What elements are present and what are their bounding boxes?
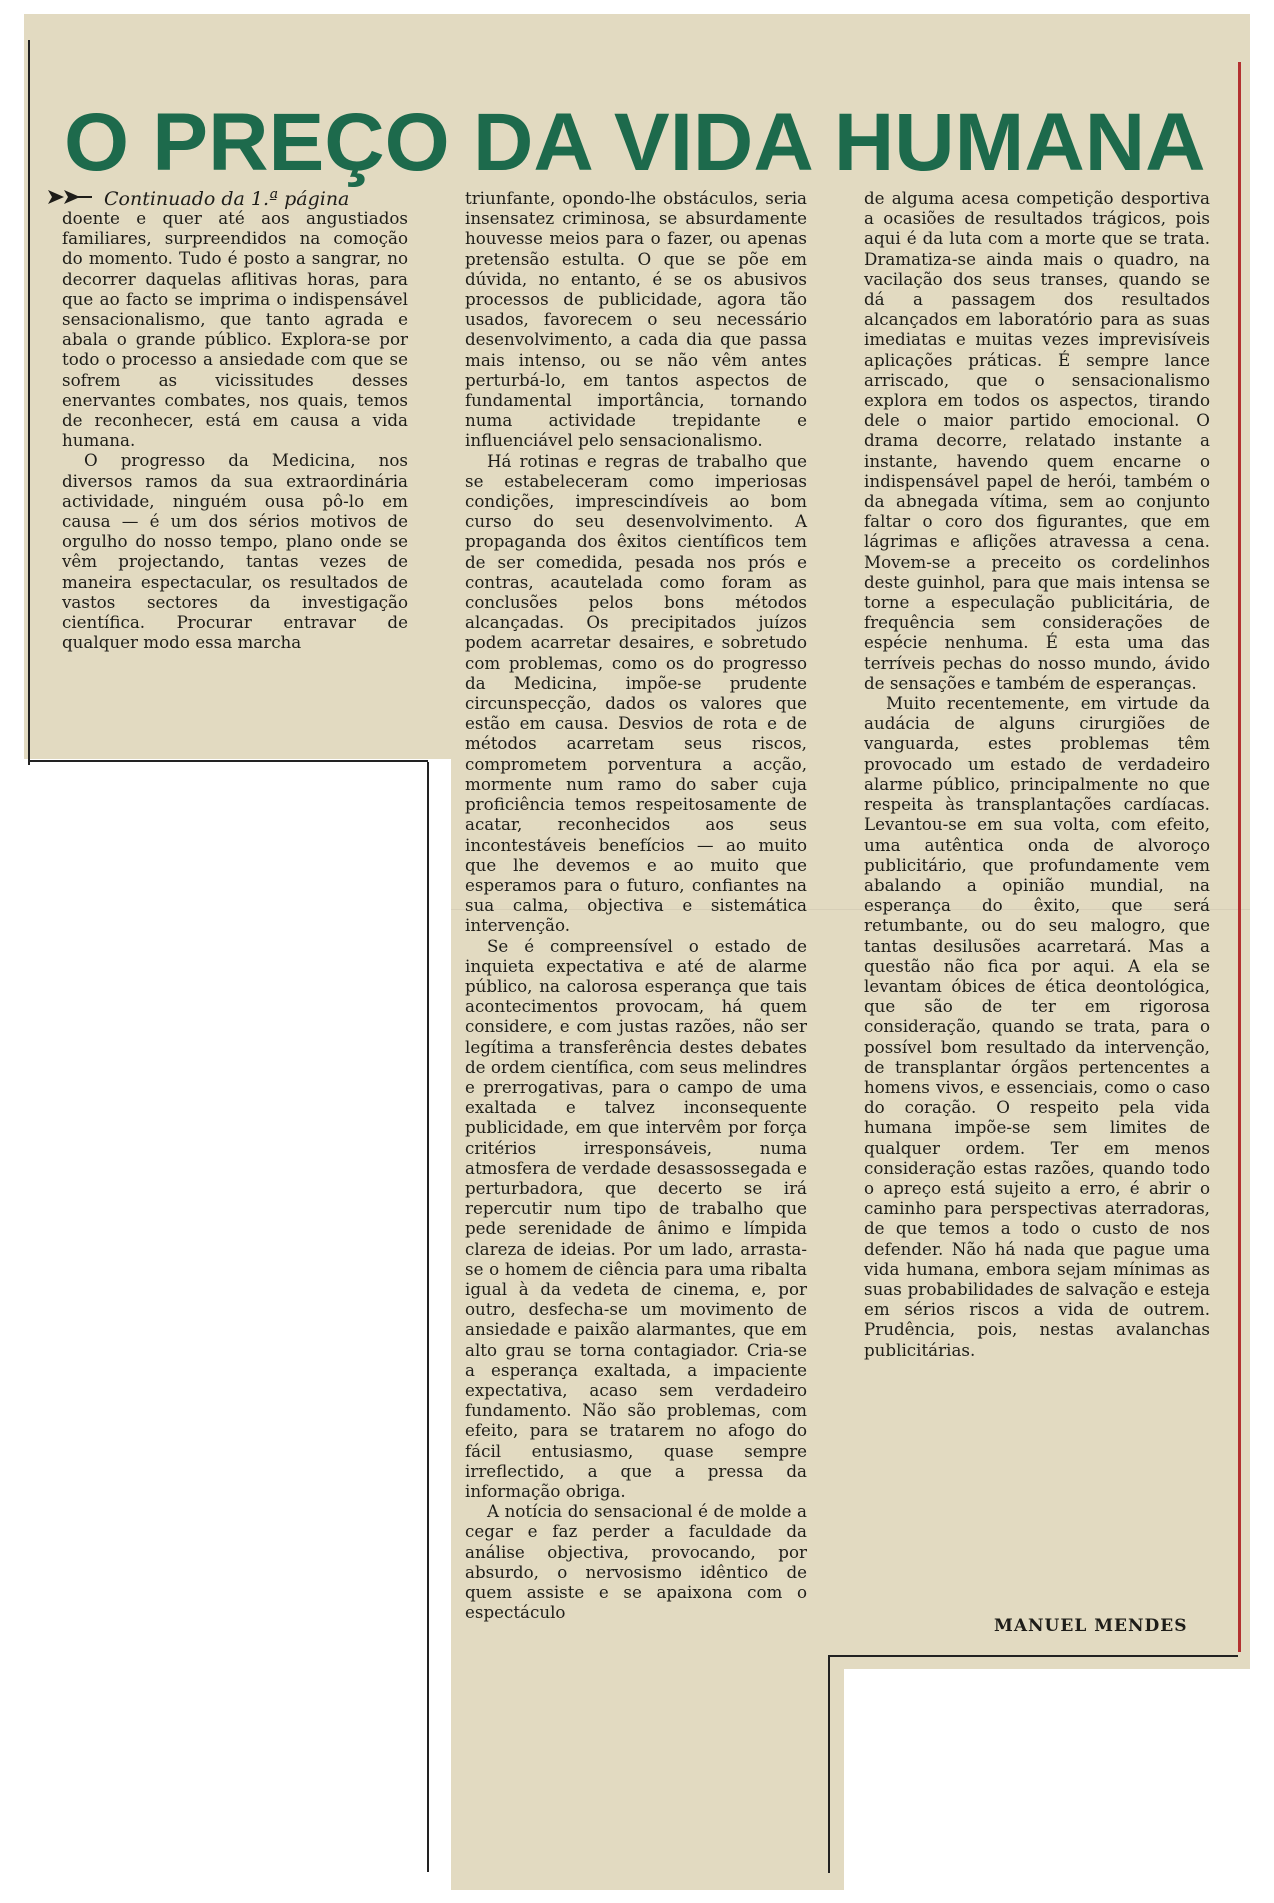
paragraph: Muito recentemente, em virtude da audácia de alguns cirurgiões de vanguarda, estes problemas têm provocado um estado de verdadeiro alarme público, principalmente no que respeita às transplantações cardíacas. Levantou-se em sua volta, com efeito, uma autêntica onda de alvoroço publicitário, que profundamente vem abalando a opinião mundial, na esperança do êxito, que será retumbante, ou do seu malogro, que tantas desilusões acarretará. Mas a questão não fica por aqui. A ela se levantam óbices de ética deontológica, que são de ter em rigorosa consideração, quando se trata, para o possível bom resultado da intervenção, de transplantar órgãos pertencentes a homens vivos, e essenciais, como o caso do coração. O respeito pela vida humana impõe-se sem limites de qualquer ordem. Ter em menos consideração estas razões, quando todo o apreço está sujeito a erro, é abrir o caminho para perspectivas aterradoras, de que temos a todo o custo de nos defender. Não há nada que pague uma vida humana, embora sejam mínimas as suas probabilidades de salvação e esteja em sérios riscos a vida de outrem. Prudência, pois, nestas avalanchas publicitárias. [864,693,1210,1360]
headline: O PREÇO DA VIDA HUMANA [64,96,1206,188]
paragraph: O progresso da Medicina, nos diversos ramos da sua extraordinária actividade, ninguém ousa pô-lo em causa — é um dos sérios motivos de orgulho do nosso tempo, plano onde se vêm projectando, tantas vezes de maneira espectacular, os resultados de vastos sectores da investigação científica. Procurar entravar de qualquer modo essa marcha [62,450,408,653]
column-rule-horizontal [28,760,428,762]
author-byline: MANUEL MENDES [994,1616,1188,1636]
article-column-1 [62,208,408,652]
column-rule-vertical [427,762,429,1872]
paragraph: Há rotinas e regras de trabalho que se estabeleceram como imperiosas condições, imprescindíveis ao bom curso do seu desenvolvimento. A propaganda dos êxitos científicos tem de ser comedida, pesada nos prós e contras, acautelada como foram as conclusões pelos bons métodos alcançadas. Os precipitados juízos podem acarretar desaires, e sobretudo com problemas, como os do progresso da Medicina, impõe-se prudente circunspecção, dados os valores que estão em causa. Desvios de rota e de métodos acarretam seus riscos, comprometem porventura a acção, mormente num ramo do saber cuja proficiência temos respeitosamente de acatar, reconhecidos aos seus incontestáveis benefícios — ao muito que lhe devemos e ao muito que esperamos para o futuro, confiantes na sua calma, objectiva e sistemática intervenção. [465,450,807,936]
paragraph: Se é compreensível o estado de inquieta expectativa e até de alarme público, na calorosa esperança que tais acontecimentos provocam, há quem considere, e com justas razões, não ser legítima a transferência destes debates de ordem científica, com seus melindres e prerrogativas, para o campo de uma exaltada e talvez inconsequente publicidade, em que intervêm por força critérios irresponsáveis, numa atmosfera de verdade desassossegada e perturbadora, que decerto se irá repercutir num tipo de trabalho que pede serenidade de ânimo e límpida clareza de ideias. Por um lado, arrasta-se o homem de ciência para uma ribalta igual à da vedeta de cinema, e, por outro, desfecha-se um movimento de ansiedade e paixão alarmantes, que em alto grau se torna contagiador. Cria-se a esperança exaltada, a impaciente expectativa, acaso sem verdadeiro fundamento. Não são problemas, com efeito, para se tratarem no afogo do fácil entusiasmo, quase sempre irreflectido, a que a pressa da informação obriga. [465,935,807,1501]
left-rule [28,40,30,765]
right-margin-rule [1238,62,1241,1652]
article-column-3 [864,188,1210,1360]
article-column-2 [465,188,807,1622]
paragraph: de alguma acesa competição desportiva a ocasiões de resultados trágicos, pois aqui é da luta com a morte que se trata. Dramatiza-se ainda mais o quadro, na vacilação dos seus transes, quando se dá a passagem dos resultados alcançados em laboratório para as suas imediatas e muitas vezes imprevisíveis aplicações práticas. É sempre lance arriscado, que o sensacionalismo explora em todos os aspectos, tirando dele o maior partido emocional. O drama decorre, relatado instante a instante, havendo quem encarne o indispensável papel de herói, também o da abnegada vítima, sem ao conjunto faltar o coro dos figurantes, que em lágrimas e aflições atravessa a cena. Movem-se a preceito os cordelinhos deste guinhol, para que mais intensa se torne a especulação publicitária, de frequência sem considerações de espécie nenhuma. É esta uma das terríveis pechas do nosso mundo, ávido de sensações e também de esperanças. [864,188,1210,693]
paragraph: triunfante, opondo-lhe obstáculos, seria insensatez criminosa, se absurdamente houvesse meios para o fazer, ou apenas pretensão estulta. O que se põe em dúvida, no entanto, é se os abusivos processos de publicidade, agora tão usados, favorecem o seu necessário desenvolvimento, a cada dia que passa mais intenso, ou se não vêm antes perturbá-lo, em tantos aspectos de fundamental importância, tornando numa actividade trepidante e influenciável pelo sensacionalismo. [465,188,807,451]
continued-label: Continuado da 1.ª página [104,188,350,210]
byline-rule-horizontal [828,1655,1238,1657]
byline-rule-vertical [828,1655,830,1873]
paragraph: doente e quer até aos angustiados familiares, surpreendidos na comoção do momento. Tudo é posto a sangrar, no decorrer daquelas aflitivas horas, para que ao facto se imprima o indispensável sensacionalismo, que tanto agrada e abala o grande público. Explora-se por todo o processo a ansiedade com que se sofrem as vicissitudes desses enervantes combates, nos quais, temos de reconhecer, está em causa a vida humana. [62,208,408,451]
paragraph: A notícia do sensacional é de molde a cegar e faz perder a faculdade da análise objectiva, provocando, por absurdo, o nervosismo idêntico de quem assiste e se apaixona com o espectáculo [465,1501,807,1623]
